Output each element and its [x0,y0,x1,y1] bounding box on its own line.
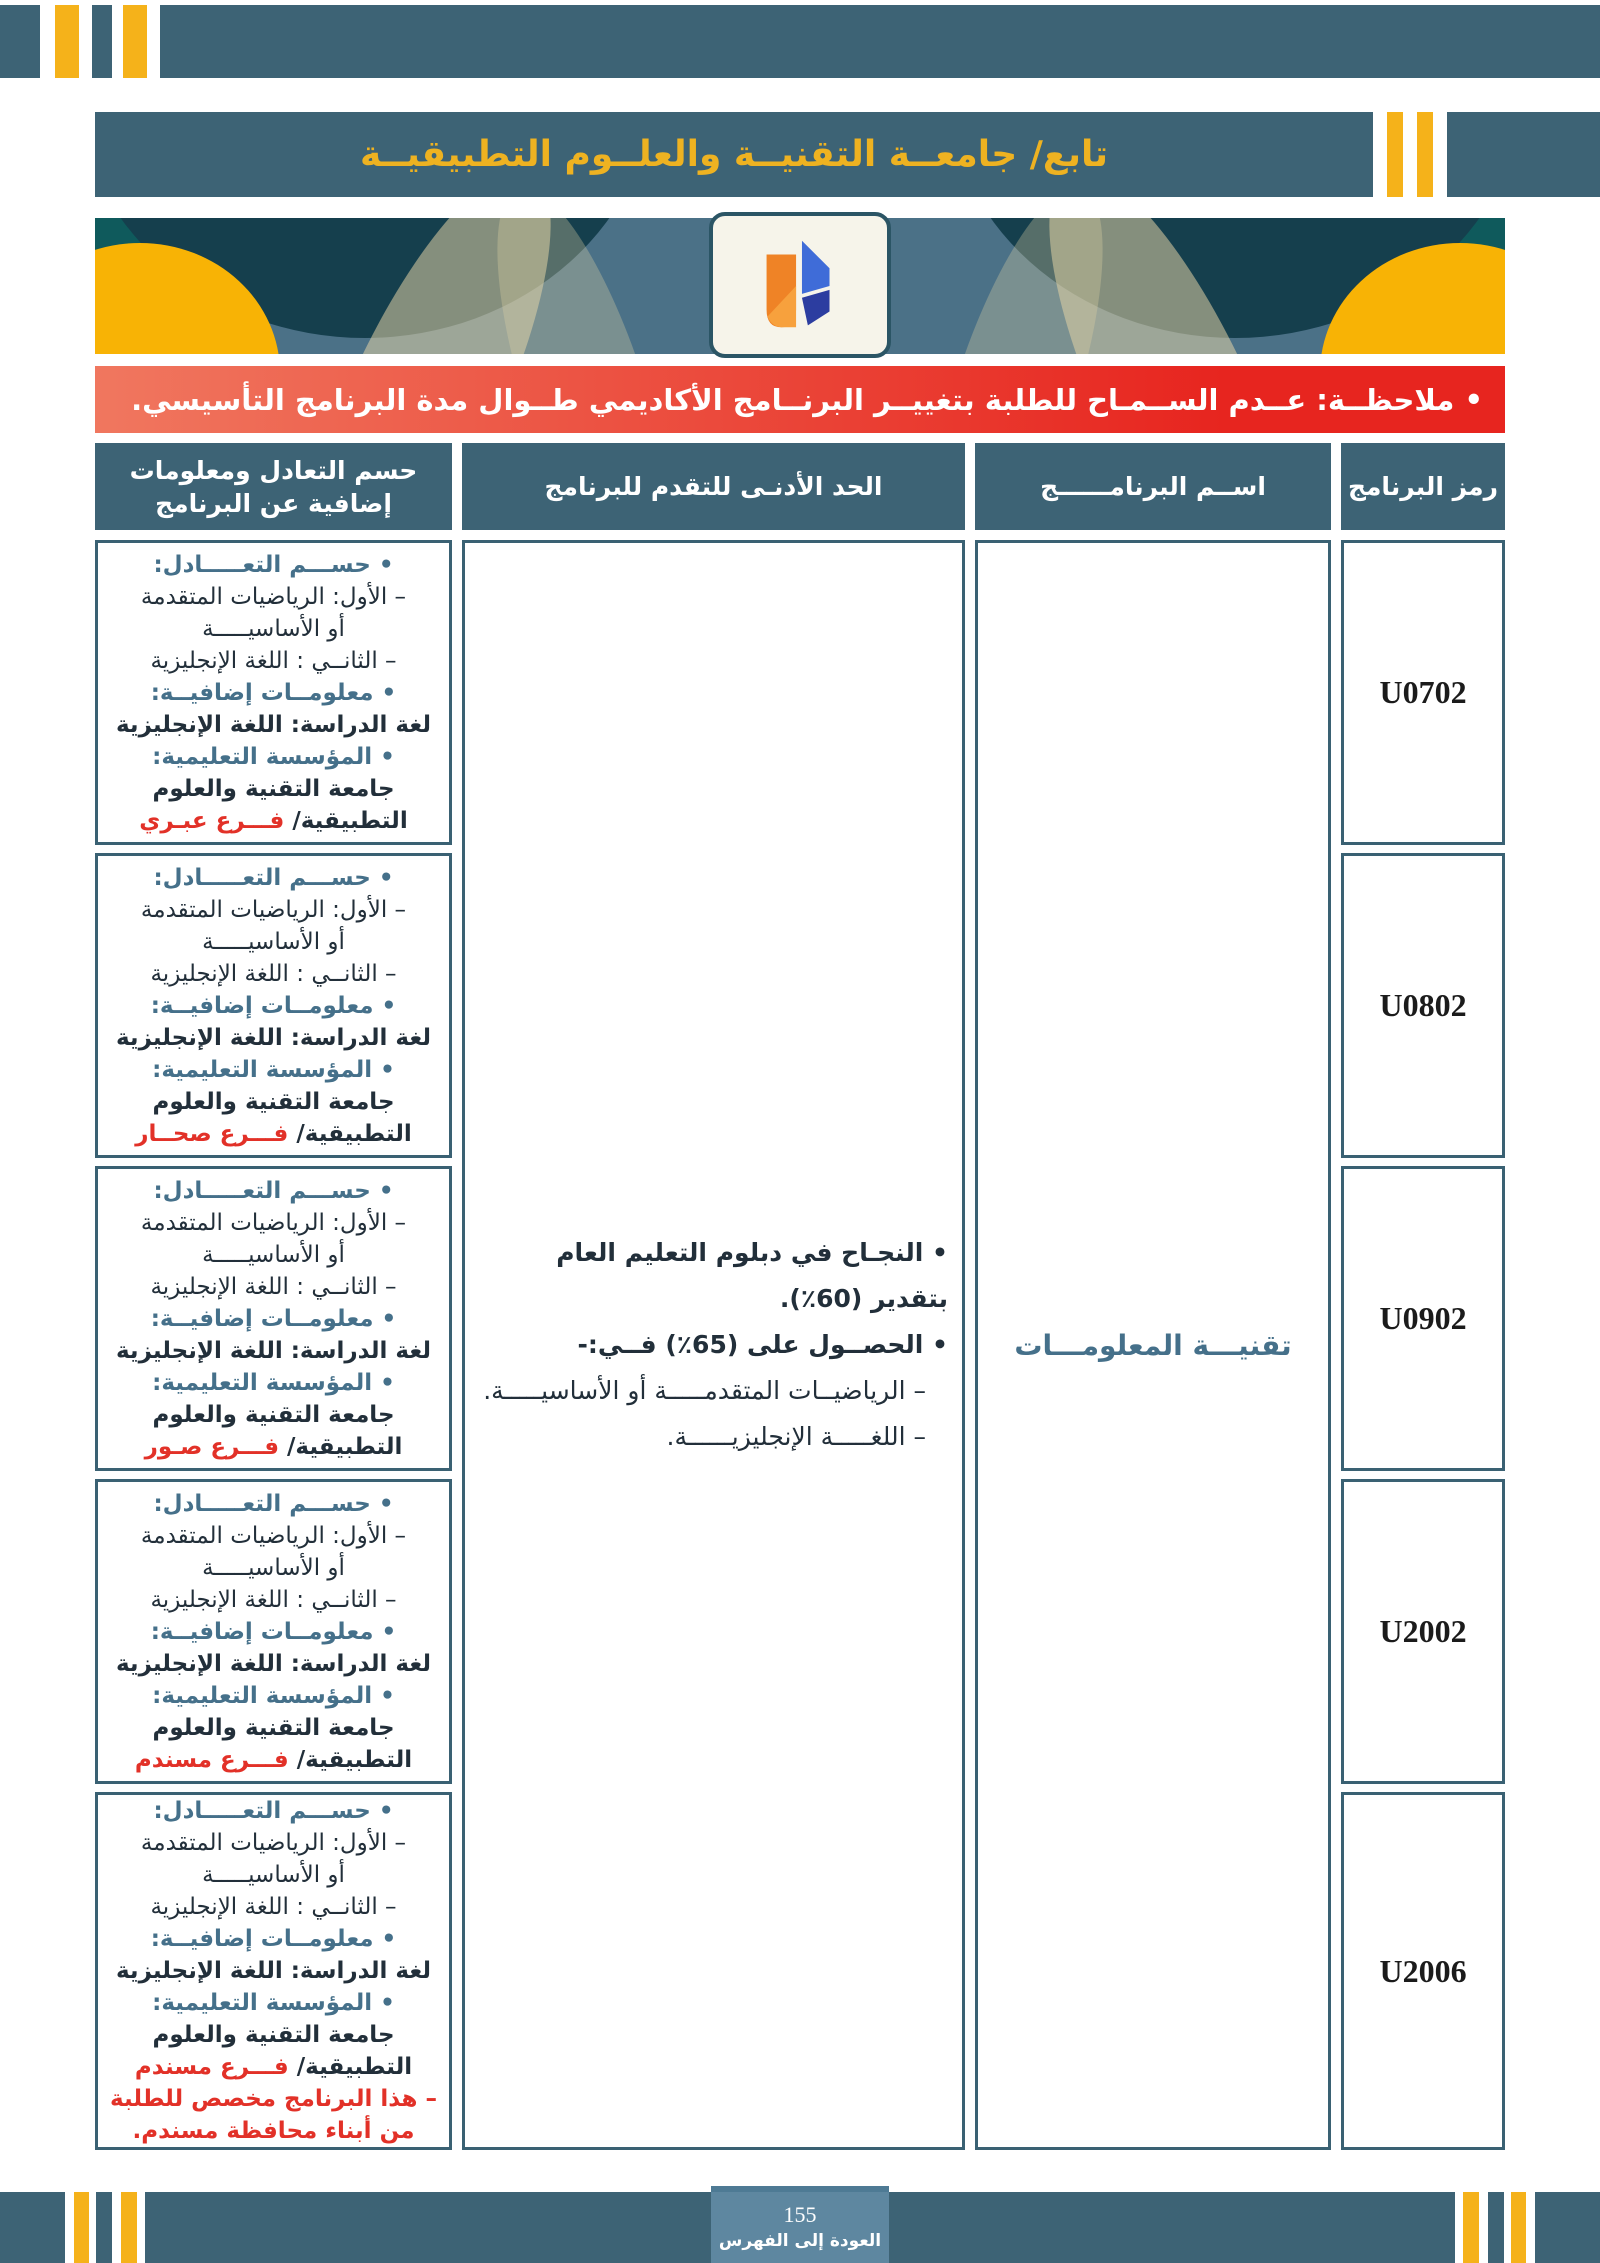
tiebreak-info-column [95,540,452,2150]
code-column [1341,540,1505,2150]
program-name-cell: تقنيـــة المعلومـــات [975,540,1331,2150]
info-line: • المؤسسة التعليمية: [152,743,395,770]
info-line: • معلومــات إضافيــة: [150,1305,397,1332]
tiebreak-info-cell [95,1166,452,1471]
info-line: أو الأساسيـــــة [202,1554,345,1581]
info-line: • معلومــات إضافيــة: [150,679,397,706]
top-decoration-strip [0,5,1600,78]
tiebreak-info-cell [95,853,452,1158]
info-line: أو الأساسيـــــة [202,1862,345,1888]
info-line: أو الأساسيـــــة [202,928,345,955]
program-restriction-note: من أبناء محافظة مسندم. [132,2118,415,2144]
footer-tab [711,2186,889,2263]
info-line: لغة الدراسة: اللغة الإنجليزية [115,1958,431,1984]
branch-name: فـــرع صـور [144,1433,280,1460]
info-line: • حســـم التعـــــادل: [153,1798,394,1824]
header-program-name: اســم البرنامــــــج [975,443,1331,530]
branch-name: فـــرع مسندم [134,1746,289,1773]
page-number: 155 [783,2202,817,2228]
info-line: • المؤسسة التعليمية: [152,1682,395,1709]
corner-block [0,2192,65,2263]
info-line: أو الأساسيـــــة [202,1241,345,1268]
info-line: جامعة التقنية والعلوم [152,1714,395,1741]
university-logo-card [709,212,891,358]
programs-table [95,443,1505,2150]
yellow-stripe [1417,112,1433,197]
minimum-line: • الحصــول على (65٪) فــي:- [577,1330,948,1359]
branch-name: فـــرع عبـري [139,807,285,834]
note-bar [95,366,1505,433]
minimum-line: – الرياضيــات المتقدمـــــة أو الأساسيـــــة. [483,1376,926,1405]
page-title: تابع/ جامعــة التقنيــة والعلــوم التطبيقيــة [95,112,1373,197]
info-line: – الأول: الرياضيات المتقدمة [140,1830,407,1856]
info-line: – الأول: الرياضيات المتقدمة [140,896,407,923]
teal-stripe [96,2192,112,2263]
corner-block [0,5,40,78]
yellow-stripe [121,2192,137,2263]
minimum-cell [462,540,965,2150]
back-to-index-link[interactable]: العودة إلى الفهرس [718,2230,882,2251]
branch-line: التطبيقية/ فـــرع عبـري [139,807,408,834]
info-line: • حســـم التعـــــادل: [153,551,394,578]
teal-stripe [92,5,112,78]
tiebreak-info-cell [95,1479,452,1784]
branch-name: فـــرع مسندم [134,2054,289,2080]
info-line: • حســـم التعـــــادل: [153,1177,394,1204]
branch-line: التطبيقية/ فـــرع صـور [144,1433,403,1460]
title-row [95,112,1600,197]
info-line: • معلومــات إضافيــة: [150,1926,397,1952]
teal-stripe [1488,2192,1504,2263]
branch-line: التطبيقية/ فـــرع مسندم [134,2054,413,2080]
info-line: لغة الدراسة: اللغة الإنجليزية [115,711,431,738]
program-code-cell: U2002 [1341,1479,1505,1784]
program-code-cell: U2006 [1341,1792,1505,2150]
header-program-code: رمز البرنامج [1341,443,1505,530]
minimum-line: – اللغـــــة الإنجليزيــــــة. [666,1422,926,1451]
minimum-line: • النجـاح في دبلوم التعليم العام بتقدير (60٪). [556,1238,948,1313]
top-bar [160,5,1600,78]
info-line: – الثانــي : اللغة الإنجليزية [150,647,397,674]
branch-name: فـــرع صحــار [135,1120,289,1147]
table-header-row [95,443,1505,530]
tiebreak-info-cell [95,540,452,845]
info-line: • المؤسسة التعليمية: [152,1369,395,1396]
info-line: – الأول: الرياضيات المتقدمة [140,1522,407,1549]
info-line: – الثانــي : اللغة الإنجليزية [150,1586,397,1613]
header-tiebreak-info: حسم التعادل ومعلومات إضافية عن البرنامج [95,443,452,530]
header-minimum: الحد الأدنـى للتقدم للبرنامج [462,443,965,530]
info-line: جامعة التقنية والعلوم [152,1088,395,1115]
corner-block [1447,112,1600,197]
program-restriction-note: – هذا البرنامج مخصص للطلبة [110,2086,437,2112]
minimum-column [462,540,965,2150]
info-line: • معلومــات إضافيــة: [150,992,397,1019]
branch-line: التطبيقية/ فـــرع مسندم [134,1746,413,1773]
program-code-cell: U0702 [1341,540,1505,845]
info-line: جامعة التقنية والعلوم [152,775,395,802]
yellow-stripe [123,5,147,78]
info-line: أو الأساسيـــــة [202,615,345,642]
yellow-stripe [1463,2192,1479,2263]
info-line: لغة الدراسة: اللغة الإنجليزية [115,1024,431,1051]
info-line: – الثانــي : اللغة الإنجليزية [150,1894,397,1920]
info-line: – الأول: الرياضيات المتقدمة [140,583,407,610]
tiebreak-info-cell [95,1792,452,2150]
info-line: جامعة التقنية والعلوم [152,1401,395,1428]
info-line: • حســـم التعـــــادل: [153,864,394,891]
info-line: • المؤسسة التعليمية: [152,1056,395,1083]
name-column [975,540,1331,2150]
info-line: • حســـم التعـــــادل: [153,1490,394,1517]
note-text: • ملاحظــة: عــدم الســمـاح للطلبة بتغييــر البرنــامج الأكاديمي طــوال مدة البرنامج التأسيسي. [131,382,1483,417]
info-line: – الثانــي : اللغة الإنجليزية [150,1273,397,1300]
utas-logo-icon [741,223,859,347]
program-code-cell: U0802 [1341,853,1505,1158]
yellow-stripe [1387,112,1403,197]
info-line: • معلومــات إضافيــة: [150,1618,397,1645]
yellow-stripe [55,5,79,78]
program-code-cell: U0902 [1341,1166,1505,1471]
yellow-stripe [1511,2192,1526,2263]
corner-block [1535,2192,1600,2263]
branch-line: التطبيقية/ فـــرع صحــار [135,1120,412,1147]
yellow-stripe [74,2192,89,2263]
info-line: – الأول: الرياضيات المتقدمة [140,1209,407,1236]
info-line: – الثانــي : اللغة الإنجليزية [150,960,397,987]
banner [95,218,1505,354]
info-line: لغة الدراسة: اللغة الإنجليزية [115,1650,431,1677]
table-body [95,540,1505,2150]
info-line: • المؤسسة التعليمية: [152,1990,395,2016]
info-line: جامعة التقنية والعلوم [152,2022,395,2048]
info-line: لغة الدراسة: اللغة الإنجليزية [115,1337,431,1364]
